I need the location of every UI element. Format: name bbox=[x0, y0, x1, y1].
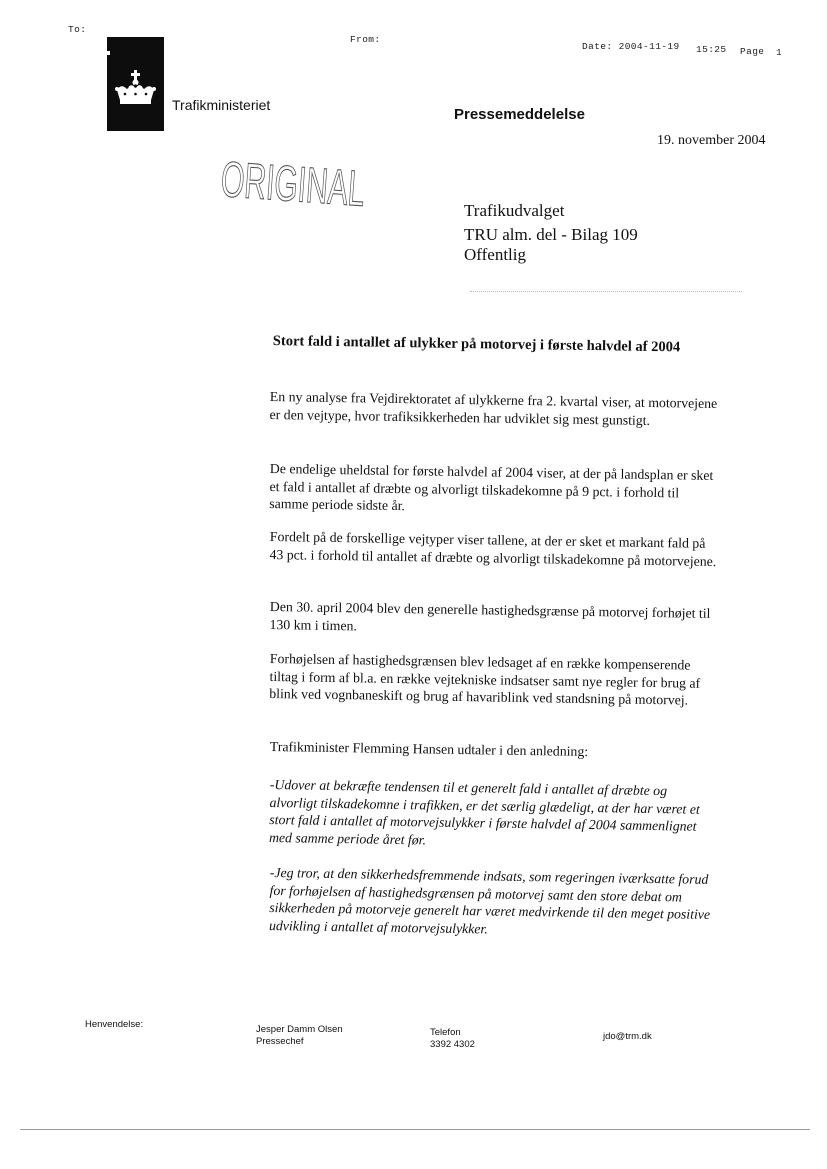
footer-contact-name: Jesper Damm Olsen bbox=[256, 1024, 343, 1035]
crown-logo bbox=[107, 37, 164, 131]
ministry-name: Trafikministeriet bbox=[172, 97, 271, 113]
quote-2: -Jeg tror, at den sikkerhedsfremmende indsats, som regeringen iværksatte forud for forhøjelsen af hastighedsgrænsen på motorvej samt den store debat om sikkerheden på motorveje generelt har været medvirkende til den meget positive udvikling i antallet af motorvejsulykker. bbox=[268, 864, 711, 936]
stamp-text: ORIGINAL bbox=[219, 150, 462, 224]
fax-to-label: To: bbox=[68, 24, 87, 35]
fax-page-label: Page bbox=[740, 46, 765, 57]
paragraph-6: Trafikminister Flemming Hansen udtaler i den anledning: bbox=[269, 738, 589, 759]
document-date: 19. november 2004 bbox=[657, 133, 766, 148]
paragraph-4: Den 30. april 2004 blev den generelle hastighedsgrænse på motorvej forhøjet til 130 km i timen. bbox=[269, 598, 711, 633]
recipient-line-3: Offentlig bbox=[464, 245, 527, 264]
footer-phone: 3392 4302 bbox=[430, 1039, 475, 1050]
fax-time: 15:25 bbox=[696, 44, 727, 55]
fax-from-label: From: bbox=[350, 34, 381, 45]
paragraph-5: Forhøjelsen af hastighedsgrænsen blev ledsaget af en række kompenserende tiltag i form af bl.a. en række vejtekniske indsatser samt nye regler for brug af blink ved vognbaneskift og brug af havariblink ved standsning på motorvej. bbox=[269, 650, 701, 708]
faint-divider bbox=[470, 291, 742, 292]
footer-contact-title: Pressechef bbox=[256, 1036, 304, 1047]
footer-email: jdo@trm.dk bbox=[603, 1031, 652, 1042]
footer-phone-label: Telefon bbox=[430, 1027, 461, 1038]
bottom-edge-line bbox=[20, 1129, 810, 1130]
paragraph-3: Fordelt på de forskellige vejtyper viser tallene, at der er sket et markant fald på 43 pct. i forhold til antallet af dræbte og alvorligt tilskadekomne på motorvejene. bbox=[269, 528, 717, 569]
headline: Stort fald i antallet af ulykker på motorvej i første halvdel af 2004 bbox=[272, 333, 681, 356]
footer-contact-label: Henvendelse: bbox=[85, 1019, 144, 1030]
paragraph-2: De endelige uheldstal for første halvdel af 2004 viser, at der på landsplan er sket et fald i antallet af dræbte og alvorligt tilskadekomne på 9 pct. i forhold til samme periode sidste år. bbox=[269, 460, 714, 514]
fax-date: Date: 2004-11-19 bbox=[582, 41, 680, 52]
crown-icon bbox=[107, 37, 164, 131]
original-stamp bbox=[219, 149, 462, 224]
document-type: Pressemeddelelse bbox=[454, 106, 585, 123]
paragraph-1: En ny analyse fra Vejdirektoratet af ulykkerne fra 2. kvartal viser, at motorvejene er den vejtype, hvor trafiksikkerheden har udviklet sig mest gunstigt. bbox=[269, 388, 718, 428]
quote-1: -Udover at bekræfte tendensen til et generelt fald i antallet af dræbte og alvorligt tilskadekomne i trafikken, er det særlig glædeligt, at der har været et stort fald i antallet af motorvejsulykker i første halvdel af 2004 sammenlignet med samme periode året før. bbox=[268, 776, 700, 847]
fax-page-number: 1 bbox=[776, 47, 783, 58]
recipient-line-1: Trafikudvalget bbox=[464, 201, 565, 220]
recipient-line-2: TRU alm. del - Bilag 109 bbox=[464, 225, 638, 244]
